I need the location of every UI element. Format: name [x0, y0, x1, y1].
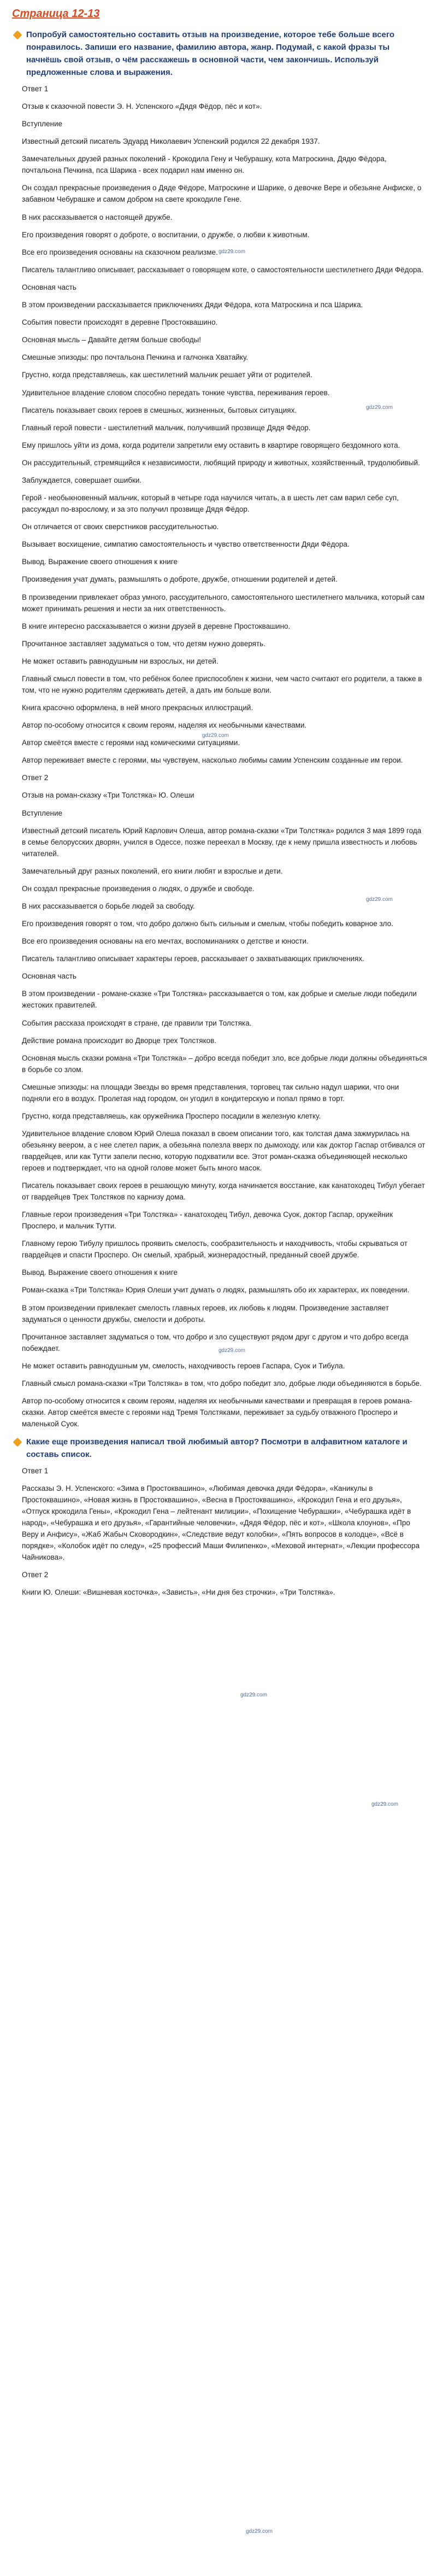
paragraph: Его произведения говорят о доброте, о воспитании, о дружбе, о любви к животным. — [22, 230, 310, 239]
paragraph: Известный детский писатель Эдуард Николаевич Успенский родился 22 декабря 1937. — [22, 137, 320, 146]
paragraph: Ответ 2 — [22, 1571, 49, 1579]
paragraph: Он создал прекрасные произведения о людях, о дружбе и свободе. — [22, 884, 255, 893]
paragraph: Все его произведения основаны на сказочном реализме. — [22, 248, 218, 256]
paragraph: Заблуждается, совершает ошибки. — [22, 476, 142, 484]
paragraph: Писатель показывает своих героев в смешных, жизненных, бытовых ситуациях. — [22, 406, 297, 414]
paragraph: Главному герою Тибулу пришлось проявить смелость, сообразительность и находчивость, чтобы скрываться от гвардейцев и спасти Просперо. Он смелый, храбрый, жизнерадостный, преданный своей дружбе. — [22, 1239, 408, 1260]
task-2-text: Какие еще произведения написал твой любимый автор? Посмотри в алфавитном каталоге и составь список. — [26, 1437, 408, 1459]
paragraph: Главный смысл повести в том, что ребёнок более приспособлен к жизни, чем часто считают его родители, а также в том, что не нужно родителям сдерживать детей, а дать им больше воли. — [22, 674, 422, 694]
diamond-bullet-icon — [13, 31, 22, 40]
watermark: gdz29.com — [371, 1801, 398, 1807]
paragraph: Главный герой повести - шестилетний мальчик, получивший прозвище Дядя Фёдор. — [22, 423, 311, 432]
paragraph: Смешные эпизоды: на площади Звезды во время представления, торговец так сильно надул шарики, что они подняли его в воздух. Пролетая над городом, он угодил в кондитерскую и попал прямо в торт. — [22, 1082, 399, 1103]
paragraph: Писатель показывает своих героев в решающую минуту, когда начинается восстание, как канатоходец Тибул убегает от гвардейцев Трех Толстяков по карнизу дома. — [22, 1181, 425, 1202]
paragraph: Основная часть — [22, 283, 76, 291]
paragraph: Не может оставить равнодушным ни взрослых, ни детей. — [22, 657, 218, 665]
paragraph: Основная мысль сказки романа «Три Толстяка» – добро всегда победит зло, все добрые люди должны объединяться в борьбе со злом. — [22, 1053, 427, 1074]
paragraph: В этом произведении - романе-сказке «Три Толстяка» рассказывается о том, как добрые и смелые люди победили жестоких правителей. — [22, 990, 417, 1010]
paragraph: Смешные эпизоды: про почтальона Печкина и галчонка Хватайку. — [22, 353, 249, 362]
paragraph: Он рассудительный, стремящийся к независимости, любящий природу и животных, хозяйственный, трудолюбивый. — [22, 458, 420, 467]
paragraph: Удивительное владение словом Юрий Олеша показал в своем описании того, как толстая дама зажмурилась на обезьянку веером, а с нее слетел парик, а обезьяна полезла вверх по дымоходу, или как доктор Гаспар отбивался от гвардейцев, или как Тутти запели песню, которую подхватили все. Этот роман-сказка объединяющей несколько героев и подтверждает, что на одной голове может быть много масок. — [22, 1129, 426, 1172]
paragraph: Грустно, когда представляешь, как оружейника Просперо посадили в железную клетку. — [22, 1111, 321, 1120]
paragraph: Известный детский писатель Юрий Карлович Олеша, автор романа-сказки «Три Толстяка» родился 3 мая 1899 года в семье белорусских дворян, учился в Одессе, позже переехал в Москву, где к нему пришла известность и любовь читателей. — [22, 826, 422, 858]
watermark: gdz29.com — [366, 897, 393, 903]
paragraph: Главный смысл романа-сказки «Три Толстяка» в том, что добро победит зло, добрые люди объединяются в борьбе. — [22, 1379, 422, 1387]
paragraph: События рассказа происходят в стране, где правили три Толстяка. — [22, 1018, 252, 1027]
paragraph: В произведении привлекает образ умного, рассудительного, самостоятельного шестилетнего мальчика, который сам может принимать решения и нести за них ответственность. — [22, 593, 425, 613]
paragraph: Автор переживает вместе с героями, мы чувствуем, насколько любимы самим Успенским созданные им герои. — [22, 756, 403, 765]
page-heading: Страница 12-13 — [12, 8, 100, 20]
list-2 — [12, 1569, 427, 1598]
diamond-bullet-icon — [13, 1438, 22, 1447]
paragraph: Вызывает восхищение, симпатию самостоятельность и чувство ответственности Дяди Фёдора. — [22, 540, 350, 549]
paragraph: События повести происходят в деревне Простоквашино. — [22, 318, 218, 327]
watermark: gdz29.com — [240, 1692, 267, 1698]
review-1 — [12, 83, 427, 766]
paragraph: Вывод. Выражение своего отношения к книге — [22, 1268, 178, 1277]
list-1 — [12, 1465, 427, 1563]
paragraph: Роман-сказка «Три Толстяка» Юрия Олеши учит думать о людях, размышлять обо их характерах, их поведении. — [22, 1286, 410, 1295]
paragraph: Прочитанное заставляет задуматься о том, что добро и зло существуют рядом друг с другом и что добро всегда побеждает. — [22, 1332, 409, 1353]
paragraph: Автор смеётся вместе с героями над комическими ситуациями. — [22, 739, 240, 747]
paragraph: В книге интересно рассказывается о жизни друзей в деревне Простоквашино. — [22, 622, 291, 630]
paragraph: Прочитанное заставляет задуматься о том, что детям нужно доверять. — [22, 639, 265, 648]
paragraph: Рассказы Э. Н. Успенского: «Зима в Простоквашино», «Любимая девочка дяди Фёдора», «Каникулы в Простоквашино», «Новая жизнь в Простоквашино», «Весна в Простоквашино», «Крокодил Гена и его друзья», «Отпуск крокодила Гены», «Крокодил Гена – лейтенант милиции», «Похищение Чебурашки», «Чебурашка идёт в народ», «Чебурашка и его друзья», «Гарантийные человечки», «Дядя Фёдор, пёс и кот», «Школа клоунов», «Про Веру и Анфису», «Жаб Жабыч Сковородкин», «Следствие ведут колобки», «Пять вопросов в колодце», «Всё в порядке», «Колобок идёт по следу», «25 профессий Маши Филипенко», «Меховой интернат», «Лекции профессора Чайникова». — [22, 1484, 420, 1562]
paragraph: Все его произведения основаны на его мечтах, воспоминаниях о детстве и юности. — [22, 937, 309, 946]
paragraph: Он отличается от своих сверстников рассудительностью. — [22, 523, 219, 531]
paragraph: Основная мысль – Давайте детям больше свободы! — [22, 336, 202, 344]
watermark: gdz29.com — [218, 249, 245, 255]
paragraph: Замечательный друг разных поколений, его книги любят и взрослые и дети. — [22, 867, 283, 875]
paragraph: Он создал прекрасные произведения о Дяде Фёдоре, Матроскине и Шарике, о девочке Вере и обезьяне Анфиске, о забавном Чебурашке и самом добром на свете крокодиле Гене. — [22, 184, 422, 204]
paragraph: Отзыв к сказочной повести Э. Н. Успенского «Дядя Фёдор, пёс и кот». — [22, 102, 262, 111]
paragraph: Отзыв на роман-сказку «Три Толстяка» Ю. Олеши — [22, 791, 194, 800]
paragraph: Ответ 1 — [22, 1467, 49, 1475]
paragraph: Герой - необыкновенный мальчик, который в четыре года научился читать, а в шесть лет сам варил себе суп, рассуждал по-взрослому, и за это получил прозвище Дядя Фёдор. — [22, 494, 399, 514]
watermark: gdz29.com — [218, 1348, 245, 1354]
paragraph: В этом произведении рассказывается приключениях Дяди Фёдора, кота Матроскина и пса Шарика. — [22, 301, 363, 309]
paragraph: Основная часть — [22, 972, 76, 981]
paragraph: Произведения учат думать, размышлять о доброте, дружбе, отношении родителей и детей. — [22, 575, 338, 584]
task-1 — [12, 28, 427, 79]
watermark: gdz29.com — [202, 733, 229, 739]
paragraph: В них рассказывается о борьбе людей за свободу. — [22, 901, 195, 910]
paragraph: Вступление — [22, 120, 63, 128]
paragraph: Действие романа происходит во Дворце трех Толстяков. — [22, 1036, 217, 1045]
watermark: gdz29.com — [246, 2528, 273, 2534]
paragraph: В этом произведении привлекает смелость главных героев, их любовь к людям. Произведение заставляет задуматься о ценности дружбы, смелости и доброты. — [22, 1303, 389, 1324]
paragraph: Ответ 1 — [22, 85, 49, 93]
paragraph: Книга красочно оформлена, в ней много прекрасных иллюстраций. — [22, 704, 253, 712]
paragraph: Вывод. Выражение своего отношения к книге — [22, 558, 178, 566]
watermark: gdz29.com — [366, 405, 393, 411]
paragraph: Автор по-особому относится к своим героям, наделяя их необычными качествами и превращая в героев романа-сказки. Автор смеётся вместе с героями над Тремя Толстяками, переживает за судьбу отважного Просперо и маленькой Суок. — [22, 1396, 412, 1428]
paragraph: Не может оставить равнодушным ум, смелость, находчивость героев Гаспара, Суок и Тибула. — [22, 1361, 345, 1370]
paragraph: В них рассказывается о настоящей дружбе. — [22, 213, 173, 221]
paragraph: Удивительное владение словом способно передать тонкие чувства, переживания героев. — [22, 388, 330, 397]
paragraph: Главные герои произведения «Три Толстяка» - канатоходец Тибул, девочка Суок, доктор Гаспар, оружейник Просперо, и мальчик Тутти. — [22, 1210, 393, 1231]
paragraph: Вступление — [22, 809, 63, 817]
paragraph: Писатель талантливо описывает, рассказывает о говорящем коте, о самостоятельности шестилетнего Дяди Фёдора. — [22, 265, 423, 274]
paragraph: Замечательных друзей разных поколений - Крокодила Гену и Чебурашку, кота Матроскина, Дядю Фёдора, почтальона Печкина, пса Шарика - всех подарил нам именно он. — [22, 155, 387, 175]
paragraph: Писатель талантливо описывает характеры героев, рассказывает о захватывающих приключениях. — [22, 955, 364, 963]
task-2 — [12, 1436, 427, 1461]
paragraph: Книги Ю. Олеши: «Вишневая косточка», «Зависть», «Ни дня без строчки», «Три Толстяка». — [22, 1588, 335, 1597]
paragraph: Его произведения говорят о том, что добро должно быть сильным и смелым, чтобы победить коварное зло. — [22, 920, 393, 928]
review-2 — [12, 772, 427, 1430]
paragraph: Ему пришлось уйти из дома, когда родители запретили ему оставить в квартире говорящего бездомного кота. — [22, 441, 400, 449]
paragraph: Ответ 2 — [22, 774, 49, 782]
task-1-text: Попробуй самостоятельно составить отзыв на произведение, которое тебе больше всего понравилось. Запиши его название, фамилию автора, жанр. Подумай, с какой фразы ты начнёшь свой отзыв, о чём расскажешь в основной части, чем закончишь. Используй предложенные слова и выражения. — [26, 30, 395, 77]
paragraph: Грустно, когда представляешь, как шестилетний мальчик решает уйти от родителей. — [22, 371, 312, 379]
paragraph: Автор по-особому относится к своим героям, наделяя их необычными качествами. — [22, 721, 307, 730]
